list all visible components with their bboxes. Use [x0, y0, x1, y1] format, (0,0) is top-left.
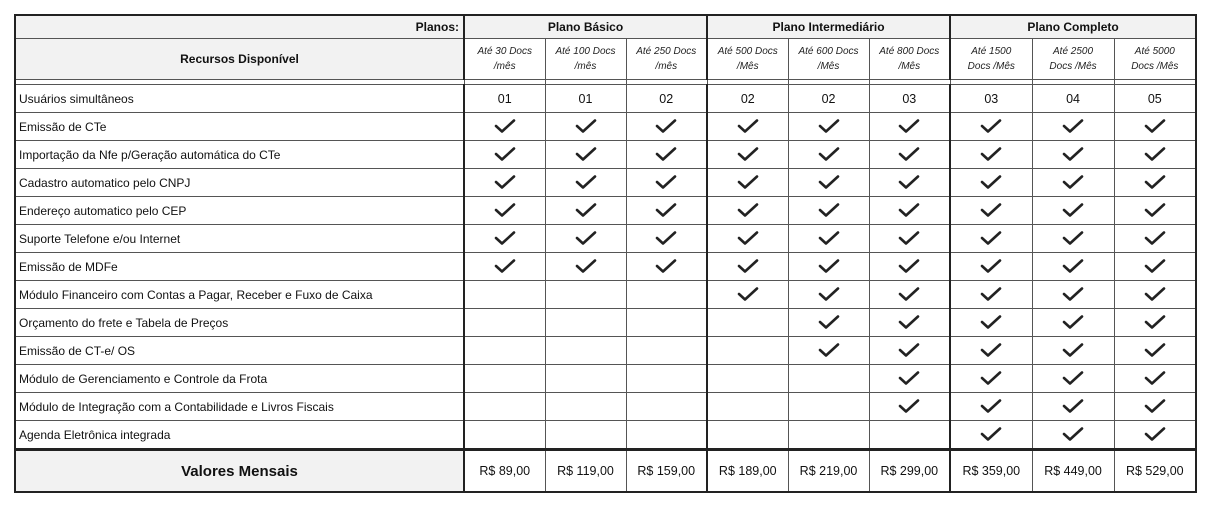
- feature-cell: [707, 365, 788, 393]
- check-icon: [898, 398, 920, 414]
- price-value: R$ 359,00: [950, 450, 1032, 493]
- check-icon: [494, 174, 516, 190]
- check-icon: [818, 230, 840, 246]
- check-icon: [980, 146, 1002, 162]
- price-value: R$ 299,00: [869, 450, 950, 493]
- feature-cell: [869, 337, 950, 365]
- feature-cell: [950, 421, 1032, 450]
- tier-header-line: /mês: [493, 61, 516, 72]
- check-icon: [737, 286, 759, 302]
- feature-cell: [1032, 337, 1114, 365]
- feature-cell: [464, 365, 545, 393]
- check-icon: [818, 342, 840, 358]
- check-icon: [980, 342, 1002, 358]
- tier-header-4: [707, 39, 788, 80]
- feature-cell: [626, 421, 707, 450]
- check-icon: [1144, 426, 1166, 442]
- feature-label: Módulo de Gerenciamento e Controle da Frota: [15, 365, 464, 393]
- feature-row: [15, 365, 1196, 393]
- check-icon: [1062, 146, 1084, 162]
- check-icon: [1062, 286, 1084, 302]
- tier-header-line: Até 100 Docs: [555, 46, 616, 57]
- plans-header-row: [15, 15, 1196, 39]
- feature-cell: [545, 169, 626, 197]
- tier-header-line: /Mês: [817, 61, 840, 72]
- feature-label: Emissão de CTe: [15, 113, 464, 141]
- check-icon: [898, 286, 920, 302]
- planos-label: Planos:: [15, 15, 464, 39]
- feature-cell: [626, 365, 707, 393]
- feature-row: [15, 421, 1196, 450]
- plan-completo-header: Plano Completo: [950, 15, 1196, 39]
- check-icon: [737, 202, 759, 218]
- check-icon: [1144, 370, 1166, 386]
- check-icon: [494, 258, 516, 274]
- feature-cell: [950, 393, 1032, 421]
- feature-label: Suporte Telefone e/ou Internet: [15, 225, 464, 253]
- tier-header-line: /Mês: [736, 61, 759, 72]
- feature-cell: [464, 225, 545, 253]
- feature-cell: [1114, 337, 1196, 365]
- feature-label: Importação da Nfe p/Geração automática do CTe: [15, 141, 464, 169]
- feature-cell: [950, 253, 1032, 281]
- tier-header-line: Docs /Mês: [1049, 61, 1097, 72]
- check-icon: [655, 146, 677, 162]
- tier-header-line: Até 500 Docs: [717, 46, 778, 57]
- check-icon: [980, 286, 1002, 302]
- check-icon: [898, 314, 920, 330]
- check-icon: [980, 370, 1002, 386]
- feature-cell: [626, 169, 707, 197]
- check-icon: [575, 118, 597, 134]
- feature-cell: [626, 393, 707, 421]
- feature-cell: [1114, 197, 1196, 225]
- tier-header-line: Até 5000: [1134, 46, 1175, 57]
- check-icon: [1144, 146, 1166, 162]
- check-icon: [1144, 202, 1166, 218]
- feature-cell: [1032, 225, 1114, 253]
- check-icon: [898, 146, 920, 162]
- feature-cell: [788, 421, 869, 450]
- check-icon: [898, 370, 920, 386]
- feature-row: [15, 253, 1196, 281]
- feature-cell: [869, 225, 950, 253]
- check-icon: [1144, 314, 1166, 330]
- check-icon: [737, 230, 759, 246]
- feature-cell: [626, 309, 707, 337]
- feature-cell: [626, 113, 707, 141]
- feature-cell: [1114, 309, 1196, 337]
- feature-cell: [1032, 365, 1114, 393]
- check-icon: [818, 286, 840, 302]
- feature-cell: [869, 113, 950, 141]
- check-icon: [818, 258, 840, 274]
- feature-cell: [869, 421, 950, 450]
- feature-cell: [707, 337, 788, 365]
- feature-cell: [950, 365, 1032, 393]
- tier-header-line: Docs /Mês: [967, 61, 1015, 72]
- check-icon: [1144, 118, 1166, 134]
- plan-intermediario-header: Plano Intermediário: [707, 15, 950, 39]
- feature-cell: [1032, 113, 1114, 141]
- feature-cell: [464, 197, 545, 225]
- feature-cell: [869, 393, 950, 421]
- check-icon: [1062, 342, 1084, 358]
- feature-cell: [464, 141, 545, 169]
- check-icon: [980, 202, 1002, 218]
- price-value: R$ 159,00: [626, 450, 707, 493]
- feature-cell: [464, 393, 545, 421]
- feature-cell: [464, 253, 545, 281]
- feature-cell: [545, 309, 626, 337]
- feature-cell: [707, 225, 788, 253]
- feature-cell: [788, 225, 869, 253]
- price-value: R$ 219,00: [788, 450, 869, 493]
- feature-cell: [1032, 421, 1114, 450]
- check-icon: [980, 398, 1002, 414]
- feature-cell: [1114, 141, 1196, 169]
- feature-value: 02: [626, 85, 707, 113]
- check-icon: [737, 258, 759, 274]
- feature-row: [15, 309, 1196, 337]
- feature-cell: [707, 113, 788, 141]
- check-icon: [818, 174, 840, 190]
- tier-header-line: Docs /Mês: [1131, 61, 1179, 72]
- pricing-table: [14, 14, 1197, 493]
- check-icon: [655, 118, 677, 134]
- feature-cell: [788, 281, 869, 309]
- feature-cell: [869, 309, 950, 337]
- check-icon: [898, 118, 920, 134]
- feature-cell: [788, 197, 869, 225]
- totals-row: [15, 450, 1196, 493]
- tier-header-line: /Mês: [898, 61, 921, 72]
- feature-cell: [788, 113, 869, 141]
- check-icon: [1144, 230, 1166, 246]
- feature-cell: [545, 141, 626, 169]
- feature-cell: [464, 421, 545, 450]
- feature-cell: [707, 169, 788, 197]
- feature-cell: [869, 281, 950, 309]
- feature-row: [15, 281, 1196, 309]
- feature-label: Agenda Eletrônica integrada: [15, 421, 464, 450]
- feature-label: Módulo Financeiro com Contas a Pagar, Receber e Fuxo de Caixa: [15, 281, 464, 309]
- check-icon: [980, 426, 1002, 442]
- check-icon: [655, 230, 677, 246]
- feature-cell: [545, 393, 626, 421]
- feature-value: 04: [1032, 85, 1114, 113]
- check-icon: [575, 230, 597, 246]
- feature-cell: [464, 169, 545, 197]
- check-icon: [898, 342, 920, 358]
- feature-cell: [869, 197, 950, 225]
- check-icon: [575, 146, 597, 162]
- totals-label: Valores Mensais: [15, 450, 464, 493]
- feature-label: Usuários simultâneos: [15, 85, 464, 113]
- feature-cell: [545, 113, 626, 141]
- feature-row: [15, 337, 1196, 365]
- feature-cell: [707, 281, 788, 309]
- feature-cell: [1114, 113, 1196, 141]
- tier-header-9: [1114, 39, 1196, 80]
- feature-cell: [464, 281, 545, 309]
- check-icon: [980, 230, 1002, 246]
- feature-cell: [545, 253, 626, 281]
- feature-cell: [626, 253, 707, 281]
- feature-cell: [1114, 421, 1196, 450]
- check-icon: [1144, 342, 1166, 358]
- check-icon: [980, 258, 1002, 274]
- tier-header-line: Até 2500: [1053, 46, 1094, 57]
- feature-cell: [869, 365, 950, 393]
- feature-cell: [788, 337, 869, 365]
- feature-cell: [1032, 309, 1114, 337]
- feature-row: [15, 141, 1196, 169]
- check-icon: [494, 230, 516, 246]
- tier-header-8: [1032, 39, 1114, 80]
- check-icon: [980, 314, 1002, 330]
- feature-cell: [707, 421, 788, 450]
- feature-label: Cadastro automatico pelo CNPJ: [15, 169, 464, 197]
- check-icon: [655, 174, 677, 190]
- check-icon: [818, 202, 840, 218]
- feature-cell: [1032, 169, 1114, 197]
- price-value: R$ 89,00: [464, 450, 545, 493]
- check-icon: [655, 258, 677, 274]
- feature-label: Emissão de CT-e/ OS: [15, 337, 464, 365]
- feature-cell: [545, 281, 626, 309]
- check-icon: [1062, 398, 1084, 414]
- feature-cell: [950, 197, 1032, 225]
- feature-cell: [707, 197, 788, 225]
- feature-cell: [545, 225, 626, 253]
- feature-label: Orçamento do frete e Tabela de Preços: [15, 309, 464, 337]
- feature-value: 01: [545, 85, 626, 113]
- price-value: R$ 449,00: [1032, 450, 1114, 493]
- feature-cell: [464, 337, 545, 365]
- check-icon: [980, 174, 1002, 190]
- tier-header-line: /mês: [574, 61, 597, 72]
- check-icon: [1144, 286, 1166, 302]
- tier-header-6: [869, 39, 950, 80]
- feature-cell: [1032, 393, 1114, 421]
- price-value: R$ 189,00: [707, 450, 788, 493]
- pricing-table-container: [14, 14, 1197, 493]
- tier-header-line: Até 250 Docs: [636, 46, 697, 57]
- check-icon: [1062, 258, 1084, 274]
- feature-cell: [1114, 253, 1196, 281]
- feature-cell: [869, 253, 950, 281]
- feature-row: [15, 113, 1196, 141]
- check-icon: [575, 174, 597, 190]
- check-icon: [1144, 258, 1166, 274]
- feature-value: 05: [1114, 85, 1196, 113]
- feature-cell: [788, 393, 869, 421]
- check-icon: [655, 202, 677, 218]
- check-icon: [898, 258, 920, 274]
- feature-cell: [950, 337, 1032, 365]
- feature-cell: [626, 197, 707, 225]
- feature-cell: [950, 225, 1032, 253]
- price-value: R$ 529,00: [1114, 450, 1196, 493]
- check-icon: [1144, 398, 1166, 414]
- check-icon: [818, 146, 840, 162]
- feature-label: Módulo de Integração com a Contabilidade e Livros Fiscais: [15, 393, 464, 421]
- recursos-header: Recursos Disponível: [15, 39, 464, 80]
- tier-header-3: [626, 39, 707, 80]
- check-icon: [1062, 230, 1084, 246]
- check-icon: [1062, 202, 1084, 218]
- tier-header-line: Até 1500: [971, 46, 1012, 57]
- check-icon: [898, 230, 920, 246]
- feature-row: [15, 85, 1196, 113]
- feature-cell: [788, 365, 869, 393]
- check-icon: [980, 118, 1002, 134]
- tier-header-5: [788, 39, 869, 80]
- feature-cell: [707, 253, 788, 281]
- feature-value: 02: [707, 85, 788, 113]
- feature-value: 03: [869, 85, 950, 113]
- feature-row: [15, 169, 1196, 197]
- check-icon: [1144, 174, 1166, 190]
- check-icon: [1062, 314, 1084, 330]
- check-icon: [737, 146, 759, 162]
- feature-cell: [869, 141, 950, 169]
- check-icon: [898, 174, 920, 190]
- feature-cell: [788, 141, 869, 169]
- tier-header-2: [545, 39, 626, 80]
- feature-cell: [545, 197, 626, 225]
- feature-cell: [626, 281, 707, 309]
- feature-cell: [950, 309, 1032, 337]
- feature-cell: [1114, 225, 1196, 253]
- feature-cell: [707, 393, 788, 421]
- price-value: R$ 119,00: [545, 450, 626, 493]
- feature-cell: [1032, 281, 1114, 309]
- feature-value: 02: [788, 85, 869, 113]
- tier-header-line: Até 800 Docs: [879, 46, 940, 57]
- feature-cell: [950, 141, 1032, 169]
- feature-cell: [950, 281, 1032, 309]
- feature-cell: [788, 309, 869, 337]
- feature-cell: [788, 169, 869, 197]
- feature-cell: [545, 337, 626, 365]
- feature-cell: [545, 365, 626, 393]
- tier-header-line: Até 30 Docs: [477, 46, 532, 57]
- feature-row: [15, 197, 1196, 225]
- tier-header-7: [950, 39, 1032, 80]
- feature-cell: [950, 169, 1032, 197]
- check-icon: [737, 118, 759, 134]
- feature-cell: [626, 225, 707, 253]
- feature-cell: [707, 141, 788, 169]
- check-icon: [1062, 118, 1084, 134]
- check-icon: [1062, 174, 1084, 190]
- feature-cell: [545, 421, 626, 450]
- check-icon: [898, 202, 920, 218]
- feature-label: Emissão de MDFe: [15, 253, 464, 281]
- feature-value: 01: [464, 85, 545, 113]
- feature-row: [15, 393, 1196, 421]
- check-icon: [575, 202, 597, 218]
- feature-cell: [1114, 169, 1196, 197]
- feature-value: 03: [950, 85, 1032, 113]
- feature-cell: [788, 253, 869, 281]
- feature-cell: [1032, 141, 1114, 169]
- feature-cell: [1114, 393, 1196, 421]
- feature-cell: [464, 309, 545, 337]
- check-icon: [575, 258, 597, 274]
- feature-cell: [950, 113, 1032, 141]
- check-icon: [737, 174, 759, 190]
- feature-cell: [1114, 365, 1196, 393]
- check-icon: [818, 118, 840, 134]
- check-icon: [1062, 426, 1084, 442]
- tier-header-line: Até 600 Docs: [798, 46, 859, 57]
- feature-cell: [626, 141, 707, 169]
- tiers-header-row: [15, 39, 1196, 80]
- feature-cell: [464, 113, 545, 141]
- tier-header-1: [464, 39, 545, 80]
- tier-header-line: /mês: [655, 61, 678, 72]
- feature-cell: [1032, 197, 1114, 225]
- check-icon: [1062, 370, 1084, 386]
- feature-cell: [626, 337, 707, 365]
- check-icon: [494, 146, 516, 162]
- feature-cell: [1114, 281, 1196, 309]
- check-icon: [818, 314, 840, 330]
- check-icon: [494, 118, 516, 134]
- feature-cell: [1032, 253, 1114, 281]
- feature-row: [15, 225, 1196, 253]
- plan-basico-header: Plano Básico: [464, 15, 707, 39]
- feature-cell: [707, 309, 788, 337]
- feature-cell: [869, 169, 950, 197]
- feature-label: Endereço automatico pelo CEP: [15, 197, 464, 225]
- check-icon: [494, 202, 516, 218]
